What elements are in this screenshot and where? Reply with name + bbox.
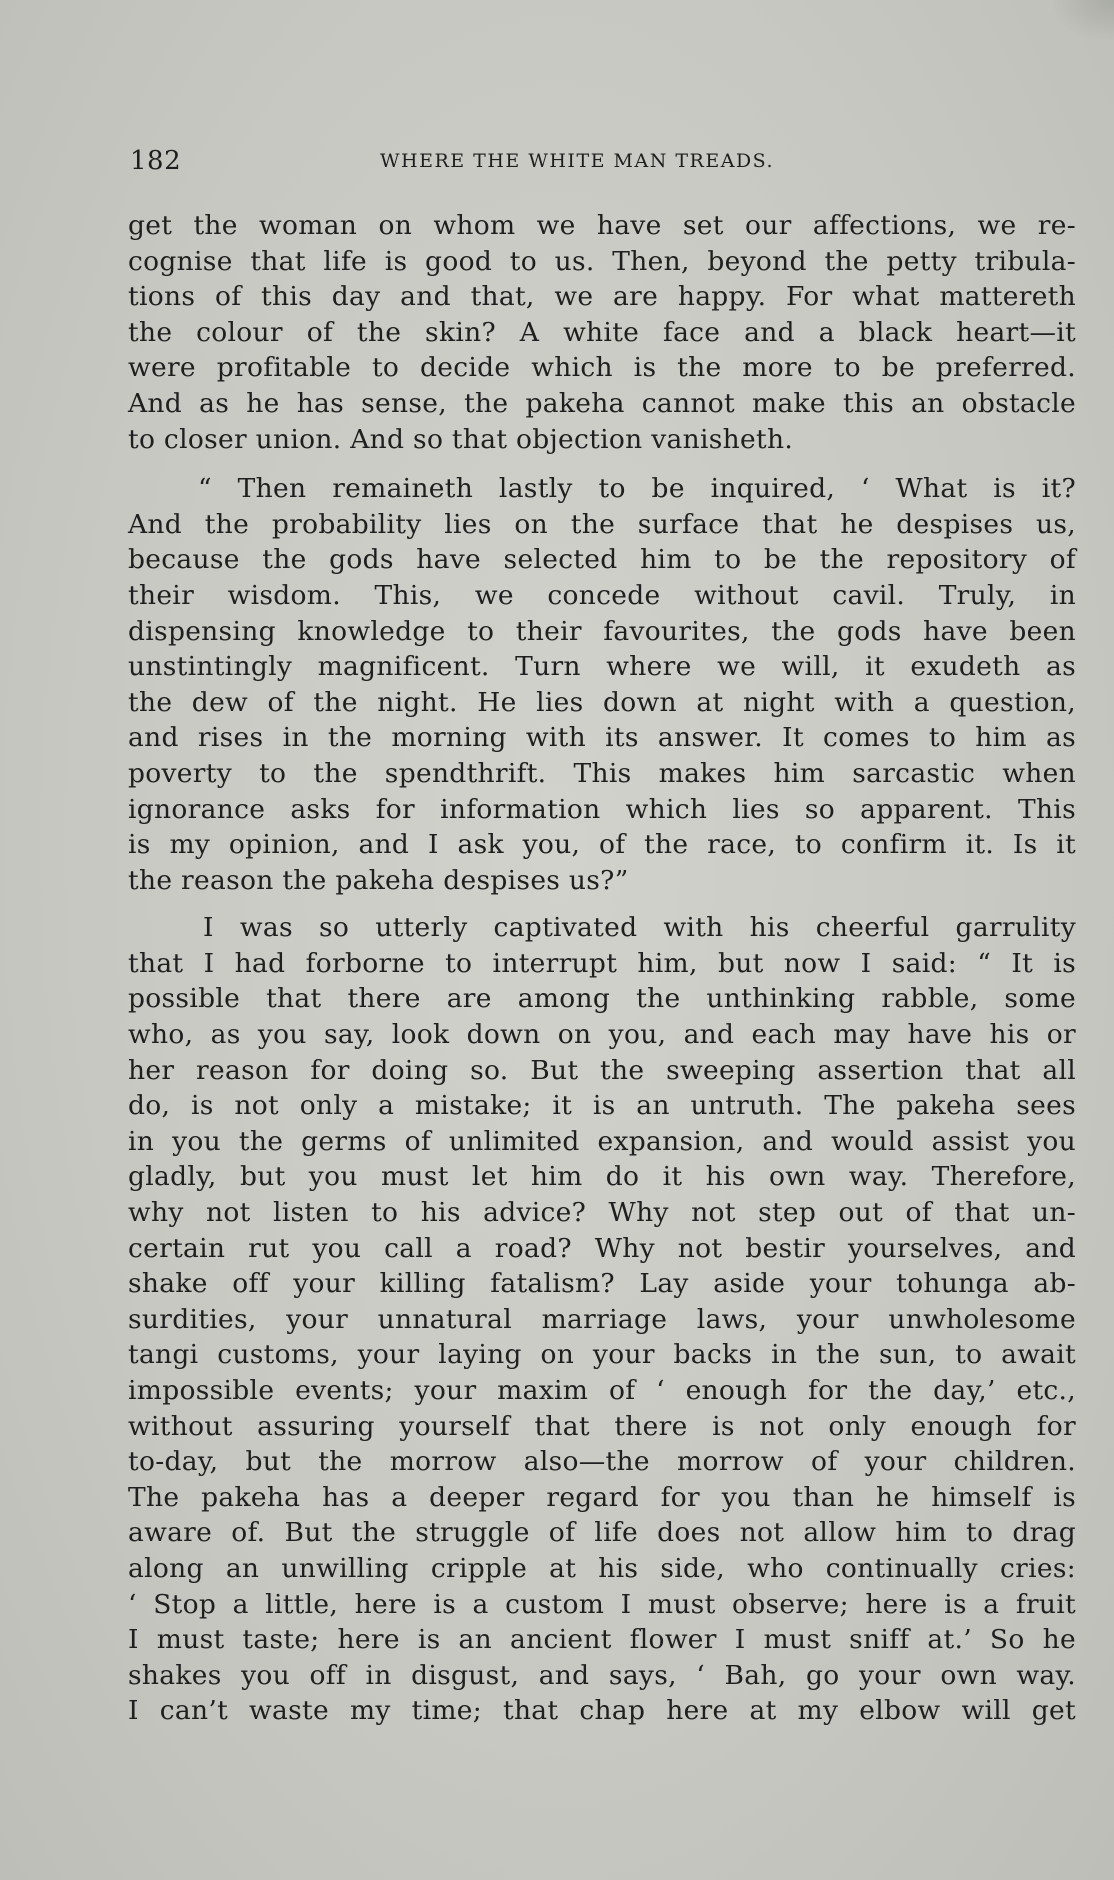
text-line: to-day, but the morrow also—the morrow of your children.	[128, 1446, 1076, 1478]
text-line: “ Then remaineth lastly to be inquired, ‘ What is it?	[198, 473, 1076, 505]
paragraph-2	[128, 471, 1076, 898]
text-line: tions of this day and that, we are happy. For what mattereth	[128, 281, 1076, 313]
text-line: that I had forborne to interrupt him, but now I said: “ It is	[128, 947, 1076, 979]
text-line: certain rut you call a road? Why not bestir yourselves, and	[128, 1232, 1076, 1264]
text-line: along an unwilling cripple at his side, who continually cries:	[128, 1552, 1076, 1584]
text-line: I can’t waste my time; that chap here at my elbow will get	[128, 1695, 1076, 1727]
text-line: because the gods have selected him to be the repository of	[128, 544, 1076, 576]
running-head	[130, 146, 1070, 186]
text-line: in you the germs of unlimited expansion, and would assist you	[128, 1125, 1076, 1157]
text-line: dispensing knowledge to their favourites, the gods have been	[128, 615, 1076, 647]
text-line: And as he has sense, the pakeha cannot make this an obstacle	[128, 387, 1076, 419]
text-line: were profitable to decide which is the more to be preferred.	[128, 352, 1076, 384]
text-line: And the probability lies on the surface that he despises us,	[128, 508, 1076, 540]
text-line: why not listen to his advice? Why not step out of that un-	[128, 1197, 1076, 1229]
text-line: do, is not only a mistake; it is an untruth. The pakeha sees	[128, 1090, 1076, 1122]
text-line: I must taste; here is an ancient flower I must sniff at.’ So he	[128, 1624, 1076, 1656]
text-line: who, as you say, look down on you, and each may have his or	[128, 1019, 1076, 1051]
text-line: to closer union. And so that objection vanisheth.	[128, 423, 794, 455]
text-line: get the woman on whom we have set our affections, we re-	[128, 210, 1076, 241]
text-line: aware of. But the struggle of life does not allow him to drag	[128, 1517, 1076, 1549]
text-line: the reason the pakeha despises us?”	[128, 864, 629, 896]
text-line: the dew of the night. He lies down at night with a question,	[128, 686, 1076, 718]
text-line: her reason for doing so. But the sweeping assertion that all	[128, 1054, 1076, 1086]
text-line: the colour of the skin? A white face and a black heart—it	[128, 316, 1076, 348]
paragraph-1	[128, 208, 1076, 457]
text-line: and rises in the morning with its answer. It comes to him as	[128, 722, 1076, 754]
text-line: cognise that life is good to us. Then, beyond the petty tribula-	[128, 245, 1076, 277]
paragraph-3	[128, 910, 1076, 1729]
text-line: gladly, but you must let him do it his own way. Therefore,	[128, 1161, 1076, 1193]
text-line: tangi customs, your laying on your backs in the sun, to await	[128, 1339, 1076, 1371]
running-title: WHERE THE WHITE MAN TREADS.	[380, 150, 775, 172]
text-line: without assuring yourself that there is not only enough for	[128, 1410, 1076, 1442]
text-line: is my opinion, and I ask you, of the race, to confirm it. Is it	[128, 829, 1076, 861]
text-line: The pakeha has a deeper regard for you than he himself is	[128, 1481, 1076, 1513]
text-line: impossible events; your maxim of ‘ enough for the day,’ etc.,	[128, 1375, 1076, 1406]
text-line: shake off your killing fatalism? Lay aside your tohunga ab-	[128, 1268, 1076, 1300]
page-number: 182	[130, 146, 182, 176]
page-corner-stain	[1054, 0, 1114, 40]
text-line: I was so utterly captivated with his cheerful garrulity	[203, 912, 1076, 944]
text-line: their wisdom. This, we concede without cavil. Truly, in	[128, 579, 1076, 611]
text-line: ignorance asks for information which lies so apparent. This	[128, 793, 1076, 825]
text-line: poverty to the spendthrift. This makes him sarcastic when	[128, 757, 1076, 789]
text-line: possible that there are among the unthinking rabble, some	[128, 983, 1076, 1015]
text-line: shakes you off in disgust, and says, ‘ Bah, go your own way.	[128, 1659, 1076, 1691]
body-text	[128, 208, 1076, 1729]
text-line: ‘ Stop a little, here is a custom I must observe; here is a fruit	[128, 1588, 1076, 1620]
text-line: unstintingly magnificent. Turn where we will, it exudeth as	[128, 651, 1076, 683]
text-line: surdities, your unnatural marriage laws, your unwholesome	[128, 1303, 1076, 1335]
